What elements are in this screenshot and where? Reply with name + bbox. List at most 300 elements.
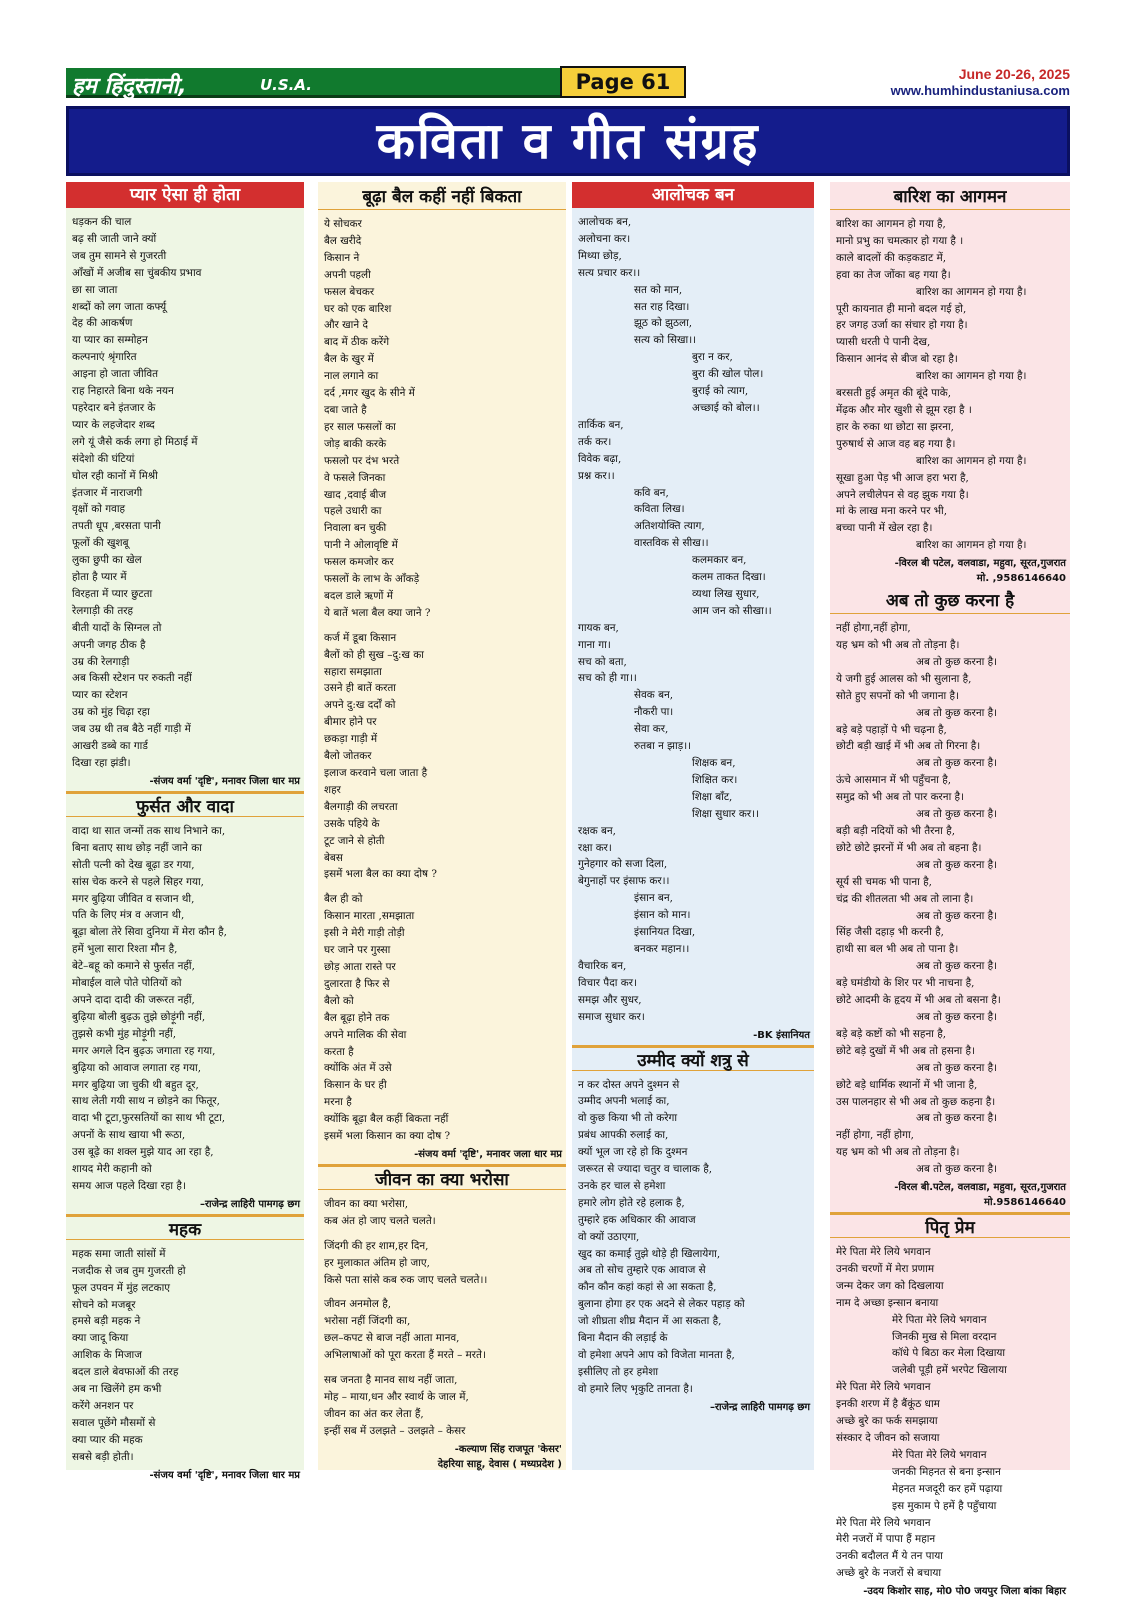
poem-author: -कल्याण सिंह राजपूत 'केसर' bbox=[454, 1443, 562, 1455]
poem-line: आम जन को सीखा।। bbox=[692, 604, 772, 617]
poem-line: कर्ज में डूबा किसान bbox=[324, 631, 397, 644]
poem-line: क्या जादू किया bbox=[72, 1332, 129, 1345]
poem-line: छा सा जाता bbox=[72, 283, 118, 296]
poem-line: मेरे पिता मेरे लिये भगवान bbox=[836, 1516, 931, 1529]
poem-line: शिक्षित कर। bbox=[692, 773, 738, 786]
poem-line: ये सोचकर bbox=[324, 218, 362, 230]
poem-line: समझ और सुधर, bbox=[578, 993, 642, 1006]
poem-line: दुलारता है फिर से bbox=[324, 977, 390, 990]
poem-line: अब तो कुछ करना है। bbox=[916, 909, 998, 922]
poem-line: अच्छाई को बोल।। bbox=[692, 401, 760, 414]
poem-line: वादा था सात जन्मों तक साथ निभाने का, bbox=[72, 824, 226, 837]
column-2 bbox=[318, 182, 566, 1470]
poem-line: बारिश का आगमन हो गया है। bbox=[916, 454, 1027, 467]
poem-line: सांस चेक करने से पहले सिहर गया, bbox=[72, 875, 204, 888]
brand-country: U.S.A. bbox=[260, 76, 312, 94]
poem-line: मगर अगले दिन बुढ़ऊ जगाता रह गया, bbox=[72, 1044, 216, 1057]
poem-line: वो हमेशा अपने आप को विजेता मानता है, bbox=[578, 1349, 735, 1361]
poem-line: विवेक बढ़ा, bbox=[578, 452, 622, 465]
poem-author: -BK इंसानियत bbox=[753, 1029, 810, 1041]
poem-line: मगर बुढ़िया जीवित व सजान थी, bbox=[72, 892, 195, 905]
poem-line: समुद्र को भी अब तो पार करना है। bbox=[836, 791, 965, 804]
poem-line: टूट जाने से होती bbox=[324, 834, 385, 847]
poem-author: -विरल बी पटेल, वलवाडा, महुवा, सूरत,गुजरात bbox=[894, 558, 1066, 570]
poem-line: बुराई को त्याग, bbox=[692, 385, 749, 398]
poem-line: किसान मारता ,समझाता bbox=[324, 910, 415, 923]
poem-line: शहर bbox=[324, 783, 341, 796]
poem-body bbox=[830, 210, 1070, 556]
poem-line: किसान के घर ही bbox=[324, 1079, 387, 1092]
poem-line: उम्र की रेलगाड़ी bbox=[72, 655, 130, 668]
poem-line: अब ना खिलेंगे हम कभी bbox=[72, 1383, 162, 1396]
poem-line: गायक बन, bbox=[578, 621, 619, 634]
poem-line: बड़ी बड़ी नदियों को भी तैरना है, bbox=[836, 825, 955, 837]
poem-body bbox=[318, 1190, 566, 1442]
poem-line: कलम ताकत दिखा। bbox=[692, 571, 766, 584]
poem-line: मेरे पिता मेरे लिये भगवान bbox=[892, 1448, 987, 1461]
poem-title: अब तो कुछ करना है bbox=[830, 588, 1070, 614]
poem-line: जोड़ बाकी करके bbox=[324, 437, 387, 450]
poem-line: जो शीघ्रता शीघ्र मैदान में आ सकता है, bbox=[578, 1315, 722, 1328]
poem-line: गुनेहगार को सजा दिला, bbox=[578, 858, 668, 871]
poem-author: -विरल बी.पटेल, वलवाडा, महुवा, सूरत,गुजरात bbox=[894, 1182, 1066, 1194]
poem-line: सच को ही गा।। bbox=[578, 672, 637, 685]
poem-line: नहीं होगा, नहीं होगा, bbox=[836, 1129, 914, 1142]
poem-line: अब तो कुछ करना है। bbox=[916, 655, 998, 668]
poem-line: सत राह दिखा। bbox=[634, 300, 690, 313]
poem-line: समाज सुधार कर। bbox=[578, 1010, 645, 1023]
poem-line: दर्द ,मगर खुद के सीने में bbox=[324, 387, 415, 400]
poem-line: चंद्र की शीतलता भी अब तो लाना है। bbox=[836, 892, 974, 905]
poem-line: शिक्षा बाँट, bbox=[692, 790, 733, 803]
poem-line: व्यथा लिख सुधार, bbox=[692, 587, 760, 600]
poem-line: जिंदगी की हर शाम,हर दिन, bbox=[324, 1239, 429, 1252]
poem-line: सूर्य सी चमक भी पाना है, bbox=[836, 875, 932, 888]
poem-line: तर्क कर। bbox=[578, 435, 612, 448]
poem-line: अपने लचीलेपन से वह झुक गया है। bbox=[836, 488, 969, 501]
poem-line: सोती पत्नी को देख बूढ़ा डर गया, bbox=[72, 858, 195, 871]
poem-line: वैचारिक बन, bbox=[578, 959, 627, 972]
poem-title: बारिश का आगमन bbox=[830, 184, 1070, 210]
poem-line: छोड़ आता रास्ते पर bbox=[324, 960, 396, 973]
page-number: Page 61 bbox=[560, 66, 686, 98]
poem-line: बैलगाड़ी की लचरता bbox=[324, 800, 398, 813]
poem-line: सूखा हुआ पेड़ भी आज हरा भरा है, bbox=[836, 471, 969, 484]
poem-line: जीवन का अंत कर लेता हैं, bbox=[324, 1407, 424, 1420]
poem-line: न कर दोस्त अपने दुश्मन से bbox=[578, 1078, 680, 1091]
poem-line: उसने ही बातें करता bbox=[324, 682, 396, 695]
column-1 bbox=[66, 182, 304, 1481]
poem-author-phone: मो. ,9586146640 bbox=[976, 573, 1066, 585]
poem-body bbox=[572, 208, 814, 1028]
poem-line: कविता लिख। bbox=[634, 503, 685, 516]
section-banner bbox=[66, 106, 1070, 176]
poem-line: आशिक के मिजाज bbox=[72, 1349, 142, 1362]
poem-line: तुम्हारे हक अधिकार की आवाज bbox=[578, 1213, 696, 1226]
column-3 bbox=[572, 182, 814, 1470]
section-title: कविता व गीत संग्रह bbox=[376, 112, 760, 170]
poem-line: हमसे बड़ी महक ने bbox=[72, 1315, 141, 1328]
poem-author: –राजेन्द्र लाहिरी पामगढ़ छग bbox=[199, 1198, 300, 1210]
poem-title: फुर्सत और वादा bbox=[66, 791, 304, 817]
poem-line: बारिश का आगमन हो गया है। bbox=[916, 539, 1027, 552]
poem-line: सिंह जैसी दहाड़ भी करनी है, bbox=[836, 926, 944, 939]
poem-line: अलोचना कर। bbox=[578, 232, 631, 245]
poem-line: शिक्षक बन, bbox=[692, 757, 736, 769]
poem-line: बनकर महान।। bbox=[634, 942, 690, 955]
poem-line: हर जगह उर्जा का संचार हो गया है। bbox=[836, 319, 968, 332]
stanza-gap bbox=[324, 1288, 560, 1296]
issue-date: June 20-26, 2025 bbox=[958, 66, 1070, 82]
poem-line: इंसान को मान। bbox=[634, 909, 691, 922]
poem-line: पहरेदार बने इंतजार के bbox=[72, 401, 156, 414]
poem-line: छोटे बड़े धार्मिक स्थानों में भी जाना है, bbox=[836, 1078, 978, 1091]
poem-line: नाल लगाने का bbox=[324, 370, 379, 383]
poem-line: बढ़ सी जाती जाने क्यों bbox=[72, 232, 157, 245]
poem-line: हाथी सा बल भी अब तो पाना है। bbox=[836, 943, 959, 956]
poem-line: बारिश का आगमन हो गया है। bbox=[916, 285, 1027, 298]
poem-line: क्यों भूल जा रहे हो कि दुश्मन bbox=[578, 1146, 688, 1159]
poem-line: सत्य प्रचार कर।। bbox=[578, 266, 641, 279]
poem-line: यह भ्रम को भी अब तो तोड़ना है। bbox=[836, 639, 960, 652]
poem-line: बरसती हुई अमृत की बूंदे पाके, bbox=[836, 387, 952, 400]
poem-line: जरूरत से ज्यादा चतुर व चालाक है, bbox=[578, 1163, 713, 1176]
poem-body bbox=[830, 1238, 1070, 1584]
poem-line: उम्मीद अपनी भलाई का, bbox=[578, 1095, 670, 1108]
poem-body bbox=[830, 614, 1070, 1180]
poem-line: क्योंकि बूढ़ा बैल कहीं बिकता नहीं bbox=[324, 1113, 449, 1126]
poem-line: नजदीक से जब तुम गुजरती हो bbox=[72, 1264, 186, 1277]
poem-line: जब तुम सामने से गुजरती bbox=[72, 249, 167, 262]
poem-line: रक्षक बन, bbox=[578, 824, 616, 837]
poem-line: नहीं होगा,नहीं होगा, bbox=[836, 622, 911, 635]
poem-line: फसलो पर दंभ भरते bbox=[324, 454, 400, 467]
poem-line: फसल कमजोर कर bbox=[324, 556, 394, 569]
poem-line: नाम दे अच्छा इन्सान बनाया bbox=[836, 1296, 939, 1309]
poem-line: किसान ने bbox=[324, 251, 360, 264]
poem-line: मोह – माया,धन और स्वार्थ के जाल में, bbox=[324, 1391, 469, 1403]
poem-line: आलोचक बन, bbox=[578, 216, 632, 228]
poem-line: छकड़ा गाड़ी में bbox=[324, 733, 378, 746]
poem-line: झूठ को झुठला, bbox=[634, 317, 693, 330]
poem-line: बीती यादों के सिग्नल तो bbox=[72, 621, 162, 634]
poem-line: बच्चा पानी में खेल रहा है। bbox=[836, 522, 933, 535]
poem-line: प्रश्न कर।। bbox=[578, 469, 615, 482]
poem-line: सोते हुए सपनों को भी जगाना है। bbox=[836, 689, 959, 702]
poem-line: शब्दों को लग जाता कर्फ्यू bbox=[72, 300, 167, 313]
poem-line: वे फसले जिनका bbox=[324, 471, 386, 484]
poem-line: बुढ़िया को आवाज लगाता रह गया, bbox=[72, 1061, 202, 1074]
poem-line: नौकरी पा। bbox=[634, 706, 674, 719]
poem-line: आखरी डब्बे का गार्ड bbox=[72, 740, 148, 753]
poem-line: बैल बूढ़ा होने तक bbox=[324, 1011, 390, 1024]
column-4 bbox=[830, 182, 1070, 1598]
poem-line: अपने मालिक की सेवा bbox=[324, 1028, 407, 1041]
poem-line: बैल खरीदे bbox=[324, 234, 362, 247]
poem-line: अपने दु:ख दर्दों को bbox=[324, 699, 396, 712]
poem-line: सत्य को सिखा।। bbox=[634, 334, 697, 347]
poem-line: अब किसी स्टेशन पर रुकती नहीं bbox=[72, 672, 192, 685]
poem-line: भरोसा नहीं जिंदगी का, bbox=[324, 1315, 411, 1328]
poem-line: इसमें भला बैल का क्या दोष ? bbox=[324, 868, 437, 881]
poem-line: अब तो कुछ करना है। bbox=[916, 858, 998, 871]
masthead bbox=[66, 66, 1070, 100]
poem-line: प्यासी धरती पे पानी देख, bbox=[836, 336, 931, 349]
poem-line: इंतजार में नाराजगी bbox=[72, 486, 143, 499]
poem-line: पुरुषार्थ से आज वह बह गया है। bbox=[836, 437, 956, 450]
poem-line: अच्छे बुरे के नजरों से बचाया bbox=[836, 1567, 942, 1580]
poem-line: आइना हो जाता जीवित bbox=[72, 368, 159, 381]
poem-line: बारिश का आगमन हो गया है, bbox=[836, 218, 946, 230]
poem-line: छोटे बड़े दुखों में भी अब तो हसना है। bbox=[836, 1044, 975, 1057]
poem-line: बड़े बड़े पहाड़ों पे भी चढ़ना है, bbox=[836, 723, 947, 736]
poem-line: हर मुलाकात अंतिम हो जाए, bbox=[324, 1256, 430, 1269]
poem-line: संस्कार दे जीवन को सजाया bbox=[836, 1432, 940, 1444]
poem-line: फूलों की खुशबू bbox=[72, 537, 129, 550]
poem-line: बारिश का आगमन हो गया है। bbox=[916, 370, 1027, 383]
poem-line: मेरे पिता मेरे लिये भगवान bbox=[892, 1313, 987, 1326]
poem-body bbox=[572, 1071, 814, 1400]
poem-line: बाद में ठीक करेंगे bbox=[324, 336, 390, 349]
poem-line: उनकी चरणों में मेरा प्रणाम bbox=[836, 1262, 935, 1275]
poem-title: पितृ प्रेम bbox=[830, 1212, 1070, 1238]
poem-line: शायद मेरी कहानी को bbox=[72, 1163, 152, 1176]
poem-body bbox=[66, 817, 304, 1197]
poem-line: रक्षा कर। bbox=[578, 841, 612, 854]
poem-line: बूढ़ा बोला तेरे सिवा दुनिया में मेरा कौन है, bbox=[72, 926, 227, 939]
poem-line: सबसे बड़ी होती। bbox=[72, 1450, 134, 1463]
poem-line: ये जगी हुई आलस को भी सुलाना है, bbox=[836, 672, 972, 685]
poem-line: इलाज करवाने चला जाता है bbox=[324, 767, 428, 779]
stanza-gap bbox=[324, 1230, 560, 1238]
poem-line: सहारा समझाता bbox=[324, 665, 382, 678]
poem-line: बैलों को ही सुख –दु:ख का bbox=[324, 648, 424, 661]
poem-title: महक bbox=[66, 1214, 304, 1240]
poem-line: फूल उपवन में मुंह लटकाए bbox=[72, 1281, 171, 1294]
poem-line: सब जनता है मानव साथ नहीं जाता, bbox=[324, 1374, 458, 1387]
poem-line: हर साल फसलों का bbox=[324, 420, 396, 433]
poem-line: बेबस bbox=[324, 851, 343, 864]
poem-line: वो क्यों उठाएगा, bbox=[578, 1230, 640, 1243]
poem-line: सच को बता, bbox=[578, 655, 627, 668]
poem-line: बड़े घमंडीयो के शिर पर भी नाचना है, bbox=[836, 977, 975, 990]
brand-name: हम हिंदुस्तानी, bbox=[72, 74, 187, 99]
poem-line: मेरी नजरों में पापा हैं महान bbox=[836, 1533, 936, 1546]
poem-title: जीवन का क्या भरोसा bbox=[318, 1164, 566, 1190]
poem-line: होता है प्यार में bbox=[72, 571, 127, 584]
poem-line: अब तो कुछ करना है। bbox=[916, 808, 998, 821]
poem-line: अब तो कुछ करना है। bbox=[916, 1061, 998, 1074]
poem-line: देह की आकर्षण bbox=[72, 317, 133, 330]
poem-line: जन्म देकर जग को दिखलाया bbox=[836, 1279, 944, 1292]
poem-line: कौन कौन कहां कहां से आ सकता है, bbox=[578, 1281, 717, 1294]
poem-line: विरहता में प्यार छुटता bbox=[72, 587, 153, 600]
poem-line: सत को मान, bbox=[634, 283, 683, 296]
poem-line: बड़े बड़े कष्टों को भी सहना है, bbox=[836, 1027, 947, 1040]
poem-line: अब तो कुछ करना है। bbox=[916, 706, 998, 719]
poem-line: अतिशयोक्ति त्याग, bbox=[634, 520, 705, 533]
poem-line: बीमार होने पर bbox=[324, 716, 377, 729]
stanza-gap bbox=[324, 622, 560, 630]
poem-line: किसे पता सांसे कब रुक जाए चलते चलते।। bbox=[324, 1273, 488, 1286]
poem-line: बैलो जोतकर bbox=[324, 750, 372, 763]
poem-line: लुका छुपी का खेल bbox=[72, 554, 142, 567]
poem-line: कब अंत हो जाए चलते चलते। bbox=[324, 1214, 436, 1227]
poem-line: साथ लेती गयी साथ न छोड़ने का फितूर, bbox=[72, 1095, 220, 1108]
poem-line: वो हमारे लिए भृकुटि तानता है। bbox=[578, 1382, 693, 1395]
poem-line: इसमें भला किसान का क्या दोष ? bbox=[324, 1130, 451, 1143]
stanza-gap bbox=[324, 1364, 560, 1372]
poem-line: कलमकार बन, bbox=[692, 554, 747, 567]
poem-line: इसी ने मेरी गाड़ी तोड़ी bbox=[324, 927, 405, 940]
poem-line: घर को एक बारिश bbox=[324, 302, 392, 315]
poem-line: बुरा न कर, bbox=[692, 351, 733, 364]
poem-line: सोचने को मजबूर bbox=[72, 1298, 136, 1311]
poem-line: हमारे लोग होते रहे हलाक है, bbox=[578, 1196, 685, 1209]
poem-body bbox=[66, 1240, 304, 1468]
poem-line: पहले उधारी का bbox=[324, 505, 382, 518]
poem-line: छल–कपट से बाज नहीं आता मानव, bbox=[324, 1332, 460, 1345]
poem-line: जीवन का क्या भरोसा, bbox=[324, 1197, 409, 1210]
poem-line: इंसानियत दिखा, bbox=[634, 926, 696, 939]
poem-line: प्यार का स्टेशन bbox=[72, 689, 128, 702]
poem-line: या प्यार का सम्मोहन bbox=[72, 334, 148, 347]
poem-line: उस पालनहार से भी अब तो कुछ कहना है। bbox=[836, 1095, 996, 1108]
poem-line: ये बातें भला बैल क्या जाने ? bbox=[324, 606, 431, 619]
poem-line: काले बादलों की कड़कडाट में, bbox=[836, 251, 946, 264]
poem-line: बिना बताए साथ छोड़ नहीं जाने का bbox=[72, 841, 202, 854]
poem-line: कॉधे पे बिठा कर मेला दिखाया bbox=[892, 1347, 1006, 1360]
poem-line: अब तो कुछ करना है। bbox=[916, 1163, 998, 1176]
poem-line: आँखों में अजीब सा चुंबकीय प्रभाव bbox=[72, 266, 202, 279]
poem-line: वो कुछ किया भी तो करेगा bbox=[578, 1112, 678, 1125]
poem-line: वृक्षों को गवाह bbox=[72, 503, 126, 516]
poem-line: मानो प्रभु का चमत्कार हो गया है । bbox=[836, 234, 964, 247]
poem-line: सेवक बन, bbox=[634, 689, 674, 702]
poem-line: अपनी पहली bbox=[324, 268, 371, 281]
poem-line: उसके पहिये के bbox=[324, 817, 380, 830]
poem-author: -संजय वर्मा 'दृष्टि', मनावर जला धार मप्र bbox=[414, 1148, 562, 1160]
poem-line: बैल ही को bbox=[324, 893, 363, 906]
poem-author: -संजय वर्मा 'दृष्टि', मनावर जिला धार मप्र bbox=[149, 1469, 300, 1481]
poem-line: अब तो सोच तुम्हारे एक आवाज से bbox=[578, 1264, 706, 1277]
poem-line: उस बूढ़े का शक्ल मुझे याद आ रहा है, bbox=[72, 1146, 214, 1159]
poem-line: और खाने दे bbox=[324, 319, 368, 332]
poem-line: वादा भी टूटा,फुरसतियों का साथ भी टूटा, bbox=[72, 1112, 226, 1125]
poem-line: मेरे पिता मेरे लिये भगवान bbox=[836, 1381, 931, 1394]
poem-line: अपने दादा दादी की जरूरत नहीं, bbox=[72, 993, 195, 1006]
poem-line: अब तो कुछ करना है। bbox=[916, 757, 998, 770]
poem-author: –राजेन्द्र लाहिरी पामगढ़ छग bbox=[709, 1401, 810, 1413]
poem-line: दिखा रहा झंडी। bbox=[72, 757, 131, 769]
poem-body bbox=[66, 208, 304, 774]
poem-line: फसलों के लाभ के आँकड़े bbox=[324, 573, 420, 586]
poem-line: दबा जाते है bbox=[324, 403, 367, 416]
poem-line: घर जाने पर गुस्सा bbox=[324, 944, 391, 957]
poem-line: मेहनत मजदूरी कर हमें पढ़ाया bbox=[892, 1482, 1003, 1495]
poem-line: अपनी जगह ठीक है bbox=[72, 638, 146, 651]
poem-line: अच्छे बुरे का फर्क समझाया bbox=[836, 1415, 938, 1428]
poem-line: करता है bbox=[324, 1045, 354, 1058]
poem-line: बेगुनाहों पर इंसाफ कर।। bbox=[578, 875, 670, 888]
poem-line: क्योंकि अंत में उसे bbox=[324, 1062, 392, 1075]
poem-line: जीवन अनमोल है, bbox=[324, 1298, 392, 1311]
poem-line: कल्पनाएं श्रृंगारित bbox=[72, 351, 137, 364]
poem-title: प्यार ऐसा ही होता bbox=[66, 182, 304, 208]
poem-line: जिनकी मुख से मिला वरदान bbox=[892, 1330, 997, 1343]
poem-line: तुझसे कभी मुंह मोड़ूंगी नहीं, bbox=[72, 1027, 177, 1040]
poem-line: खाद ,दवाई बीज bbox=[324, 488, 387, 501]
poem-line: क्या प्यार की महक bbox=[72, 1433, 143, 1446]
poem-line: संदेशो की घंटियां bbox=[72, 452, 135, 465]
website-url[interactable]: www.humhindustaniusa.com bbox=[890, 83, 1070, 98]
poem-line: कवि बन, bbox=[634, 486, 669, 499]
poem-author: -उदय किशोर साह, मो0 पो0 जयपुर जिला बांका बिहार bbox=[863, 1586, 1066, 1598]
poem-line: अब तो कुछ करना है। bbox=[916, 1010, 998, 1023]
poem-line: इनकी शरण में है बैंकूंठ धाम bbox=[836, 1398, 940, 1411]
poem-line: इसीलिए तो हर हमेशा bbox=[578, 1365, 659, 1378]
poem-line: पानी ने ओलावृष्टि में bbox=[324, 539, 398, 552]
poem-line: मेरे पिता मेरे लिये भगवान bbox=[836, 1246, 931, 1259]
poem-line: अब तो कुछ करना है। bbox=[916, 960, 998, 973]
poem-line: उनकी बदौलत मैं ये तन पाया bbox=[836, 1550, 943, 1563]
poem-line: मिथ्या छोड़, bbox=[578, 249, 622, 262]
poem-line: खुद का कमाई तुझे थोड़े ही खिलायेगा, bbox=[578, 1247, 721, 1260]
poem-line: रुतबा न झाड़।। bbox=[634, 740, 692, 753]
poem-line: बदल डाले ऋणों में bbox=[324, 589, 393, 602]
poem-line: इस मुकाम पे हमें है पहुँचाया bbox=[892, 1499, 997, 1512]
poem-line: इंसान बन, bbox=[634, 892, 673, 905]
poem-line: घोल रही कानों में मिश्री bbox=[72, 469, 158, 482]
poem-line: गाना गा। bbox=[578, 638, 611, 651]
poem-line: छोटे आदमी के हृदय में भी अब तो बसना है। bbox=[836, 994, 1001, 1007]
poem-line: मरना है bbox=[324, 1096, 352, 1109]
poem-line: बेटे–बहू को कमाने से फुर्सत नहीं, bbox=[72, 960, 195, 973]
poem-line: जलेबी पूड़ी हमें भरपेट खिलाया bbox=[892, 1364, 1007, 1377]
poem-line: बैलो को bbox=[324, 994, 354, 1007]
poem-title: उम्मीद क्यों शत्रु से bbox=[572, 1045, 814, 1071]
poem-line: इन्हीं सब में उलझते – उलझते – केसर bbox=[324, 1424, 466, 1437]
poem-line: बदल डाले बेवफाओं की तरह bbox=[72, 1366, 179, 1379]
poem-author-phone: मो.9586146640 bbox=[984, 1197, 1066, 1209]
poem-line: हमें भुला सारा रिश्ता मौन है, bbox=[72, 943, 178, 956]
poem-line: मेंढ़क और मोर खुशी से झूम रहा है । bbox=[836, 403, 972, 416]
poem-line: अपनों के साथ खाया भी रूठा, bbox=[72, 1129, 186, 1142]
poem-line: महक समा जाती सांसों में bbox=[72, 1247, 166, 1260]
poem-line: अभिलाषाओं को पूरा करता हैं मरते – मरते। bbox=[324, 1349, 486, 1362]
poem-line: फसल बेचकर bbox=[324, 285, 375, 298]
poem-line: जनकी मिहनत से बना इन्सान bbox=[892, 1465, 1001, 1478]
poem-line: प्रबंध आपकी रुलाई का, bbox=[578, 1129, 669, 1142]
poem-line: मोबाईल वाले पोते पोतियों को bbox=[72, 977, 182, 990]
poem-title: आलोचक बन bbox=[572, 182, 814, 208]
poem-line: ऊंचे आसमान में भी पहुँचना है, bbox=[836, 774, 952, 787]
poem-line: हवा का तेज जोंका बह गया है। bbox=[836, 268, 951, 281]
poem-title: बूढ़ा बैल कहीं नहीं बिकता bbox=[318, 184, 566, 210]
poem-line: जब उम्र थी तब बैठे नहीं गाड़ी में bbox=[72, 723, 191, 736]
poem-line: मां के लाख मना करने पर भी, bbox=[836, 505, 948, 518]
poem-author: -संजय वर्मा 'दृष्टि', मनावर जिला धार मप्र bbox=[149, 775, 300, 787]
poem-line: तपती धूप ,बरसता पानी bbox=[72, 520, 161, 533]
poem-line: करेंगे अनशन पर bbox=[72, 1400, 134, 1412]
poem-line: सेवा कर, bbox=[634, 723, 669, 736]
poem-line: वास्तविक से सीख।। bbox=[634, 537, 709, 550]
poem-line: राह निहारते बिना थके नयन bbox=[72, 385, 174, 398]
poem-line: हार के रुका था छोटा सा झरना, bbox=[836, 420, 954, 433]
poem-line: उम्र को मुंह चिढ़ा रहा bbox=[72, 706, 150, 719]
poem-line: प्यार के लहजेदार शब्द bbox=[72, 418, 155, 431]
poem-line: मगर बुढ़िया जा चुकी थी बहुत दूर, bbox=[72, 1078, 199, 1091]
